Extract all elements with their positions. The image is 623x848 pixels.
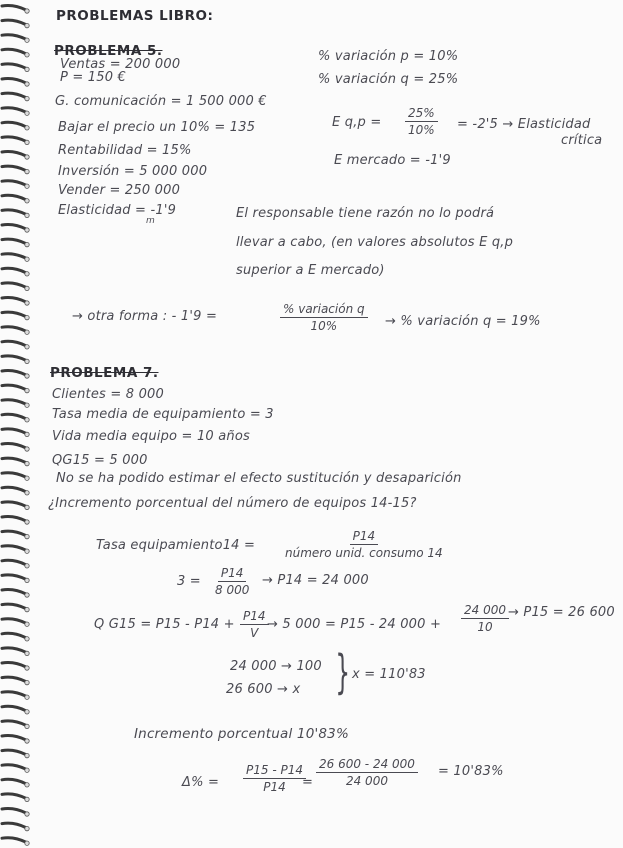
p7-qg-numerator-2: 24 000 bbox=[461, 603, 509, 619]
p7-tasa-fraction bbox=[282, 529, 446, 560]
p7-tasa-denominator: número unid. consumo 14 bbox=[285, 546, 443, 560]
p5-emercado: E mercado = -1'9 bbox=[334, 153, 451, 168]
p7-tres-denominator: 8 000 bbox=[215, 583, 250, 597]
p7-tres-eq: 3 = bbox=[177, 574, 201, 589]
p7-no-estimado: No se ha podido estimar el efecto sustitución y desaparición bbox=[56, 471, 462, 486]
p7-qg-equation: Q G15 = P15 - P14 + bbox=[94, 617, 235, 632]
p5-elasticidad-result: = -2'5 → Elasticidad bbox=[457, 117, 591, 132]
p7-vida-media: Vida media equipo = 10 años bbox=[52, 429, 250, 444]
p5-otra-result: → % variación q = 19% bbox=[385, 314, 541, 329]
p5-otra-denominator: 10% bbox=[310, 319, 338, 333]
p5-ventas: Ventas = 200 000 bbox=[60, 57, 181, 72]
p5-elasticidad-fraction bbox=[405, 106, 438, 137]
p7-rule-line2: 26 600 → x bbox=[226, 682, 301, 697]
p7-rule-line1: 24 000 → 100 bbox=[230, 659, 322, 674]
p7-tasa-numerator: P14 bbox=[350, 529, 379, 545]
p7-delta-equals: = bbox=[302, 775, 314, 790]
page-title: PROBLEMAS LIBRO: bbox=[56, 8, 214, 24]
p7-tasa-media: Tasa media de equipamiento = 3 bbox=[52, 407, 274, 422]
p7-tres-fraction bbox=[212, 566, 252, 597]
p5-e-numerator: 25% bbox=[405, 106, 438, 122]
p7-qg-fraction bbox=[240, 609, 269, 640]
p7-pregunta: ¿Incremento porcentual del número de equipos 14-15? bbox=[48, 496, 417, 511]
p7-qg-fraction-2 bbox=[461, 603, 509, 634]
p5-conclusion-line3: superior a E mercado) bbox=[236, 263, 385, 278]
p7-delta-label: Δ% = bbox=[182, 775, 220, 790]
p5-elasticidad-subscript: m bbox=[146, 216, 155, 226]
p5-critica: crítica bbox=[561, 133, 603, 148]
p7-rule-brace: } bbox=[335, 645, 350, 699]
p7-qg-denominator: V bbox=[250, 626, 259, 640]
p5-bajar-precio: Bajar el precio un 10% = 135 bbox=[58, 120, 256, 135]
p7-delta-denominator: P14 bbox=[263, 780, 286, 794]
p7-clientes: Clientes = 8 000 bbox=[52, 387, 164, 402]
p7-delta-fraction bbox=[243, 763, 306, 794]
p5-elasticidad-text: Elasticidad = -1'9 bbox=[58, 203, 177, 218]
p7-rule-result: x = 110'83 bbox=[352, 667, 426, 682]
p7-tres-result: → P14 = 24 000 bbox=[262, 573, 369, 588]
p5-otra-numerator: % variación q bbox=[280, 302, 368, 318]
p5-conclusion-line2: llevar a cabo, (en valores absolutos E q,p bbox=[236, 235, 514, 250]
p5-e-denominator: 10% bbox=[408, 123, 435, 137]
p5-elasticidad bbox=[58, 203, 176, 218]
p7-delta-fraction-2 bbox=[316, 757, 418, 788]
p5-precio: P = 150 € bbox=[60, 70, 127, 85]
spiral-binding bbox=[0, 0, 34, 848]
p5-elasticidad-qp-label: E q,p = bbox=[332, 115, 382, 130]
p7-delta-numerator: P15 - P14 bbox=[243, 763, 306, 779]
p7-tres-numerator: P14 bbox=[218, 566, 247, 582]
p7-delta-denominator-2: 24 000 bbox=[345, 774, 388, 788]
p7-incremento: Incremento porcentual 10'83% bbox=[134, 726, 349, 742]
p7-tasa-equipamiento: Tasa equipamiento14 = bbox=[96, 538, 256, 553]
p5-conclusion-line1: El responsable tiene razón no lo podrá bbox=[236, 206, 495, 221]
p7-qg-result: → P15 = 26 600 bbox=[508, 605, 615, 620]
p5-gasto-comunicacion: G. comunicación = 1 500 000 € bbox=[55, 94, 267, 109]
problem-7-title: PROBLEMA 7. bbox=[50, 365, 159, 381]
p7-qg15: QG15 = 5 000 bbox=[52, 453, 148, 468]
p5-rentabilidad: Rentabilidad = 15% bbox=[58, 143, 192, 158]
p7-delta-result: = 10'83% bbox=[438, 764, 504, 779]
p5-otra-fraction bbox=[280, 302, 368, 333]
p5-variacion-p: % variación p = 10% bbox=[318, 49, 459, 64]
p7-qg-middle: → 5 000 = P15 - 24 000 + bbox=[267, 617, 442, 632]
p7-qg-numerator: P14 bbox=[240, 609, 269, 625]
p5-vender: Vender = 250 000 bbox=[58, 183, 181, 198]
p7-delta-numerator-2: 26 600 - 24 000 bbox=[316, 757, 418, 773]
p7-qg-denominator-2: 10 bbox=[477, 620, 493, 634]
problem-5-title: PROBLEMA 5. bbox=[54, 43, 163, 59]
p5-inversion: Inversión = 5 000 000 bbox=[58, 164, 208, 179]
p5-otra-forma: → otra forma : - 1'9 = bbox=[72, 309, 218, 324]
p5-variacion-q: % variación q = 25% bbox=[318, 72, 459, 87]
